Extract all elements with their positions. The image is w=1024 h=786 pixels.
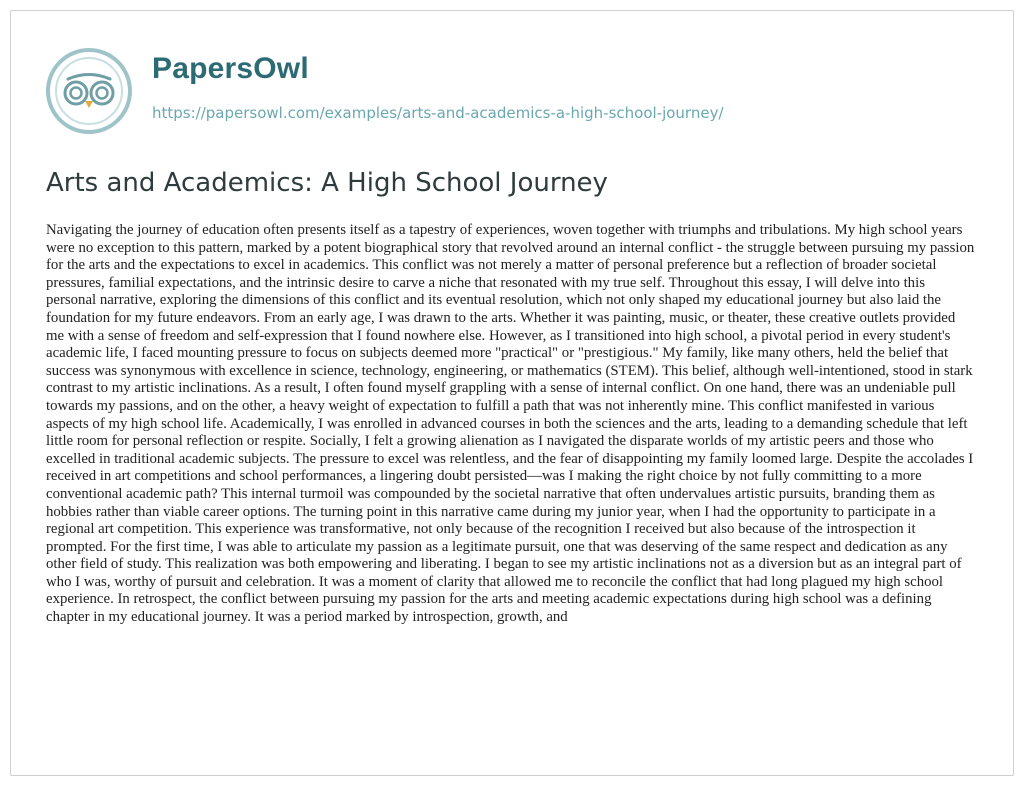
essay-body-text: Navigating the journey of education often presents itself as a tapestry of experiences, woven together with triumphs and tribulations. My high school years were no exception to this pattern, marked by a potent biographical story that revolved around an internal conflict - the struggle between pursuing my passion for the arts and the expectations to excel in academics. This conflict was not merely a matter of personal preference but a reflection of broader societal pressures, familial expectations, and the intrinsic desire to carve a niche that resonated with my true self. Throughout this essay, I will delve into this personal narrative, exploring the dimensions of this conflict and its eventual resolution, which not only shaped my educational journey but also laid the foundation for my future endeavors. From an early age, I was drawn to the arts. Whether it was painting, music, or theater, these creative outlets provided me with a sense of freedom and self-expression that I found nowhere else. However, as I transitioned into high school, a pivotal period in every student's academic life, I faced mounting pressure to focus on subjects deemed more "practical" or "prestigious." My family, like many others, held the belief that success was synonymous with excellence in science, technology, engineering, or mathematics (STEM). This belief, although well-intentioned, stood in stark contrast to my artistic inclinations. As a result, I often found myself grappling with a sense of internal conflict. On one hand, there was an undeniable pull towards my passions, and on the other, a heavy weight of expectation to fulfill a path that was not inherently mine. This conflict manifested in various aspects of my high school life. Academically, I was enrolled in advanced courses in both the sciences and the arts, leading to a demanding schedule that left little room for personal reflection or respite. Socially, I felt a growing alienation as I navigated the disparate worlds of my artistic peers and those who excelled in traditional academic subjects. The pressure to excel was relentless, and the fear of disappointing my family loomed large. Despite the accolades I received in art competitions and school performances, a lingering doubt persisted—was I making the right choice by not fully committing to a more conventional academic path? This internal turmoil was compounded by the societal narrative that often undervalues artistic pursuits, branding them as hobbies rather than viable career options. The turning point in this narrative came during my junior year, when I had the opportunity to participate in a regional art competition. This experience was transformative, not only because of the recognition I received but also because of the introspection it prompted. For the first time, I was able to articulate my passion as a legitimate pursuit, one that was deserving of the same respect and dedication as any other field of study. This realization was both empowering and liberating. I began to see my artistic inclinations not as a diversion but as an integral part of who I was, worthy of pursuit and celebration. It was a moment of clarity that allowed me to reconcile the conflict that had long plagued my high school experience. In retrospect, the conflict between pursuing my passion for the arts and meeting academic expectations during high school was a defining chapter in my educational journey. It was a period marked by introspection, growth, and xyxy=(46,222,975,626)
owl-face-icon xyxy=(46,48,132,134)
brand-name: PapersOwl xyxy=(152,52,309,85)
essay-url-link[interactable]: https://papersowl.com/examples/arts-and-academics-a-high-school-journey/ xyxy=(152,104,724,122)
brand-header xyxy=(46,36,986,146)
essay-title: Arts and Academics: A High School Journey xyxy=(46,168,608,198)
